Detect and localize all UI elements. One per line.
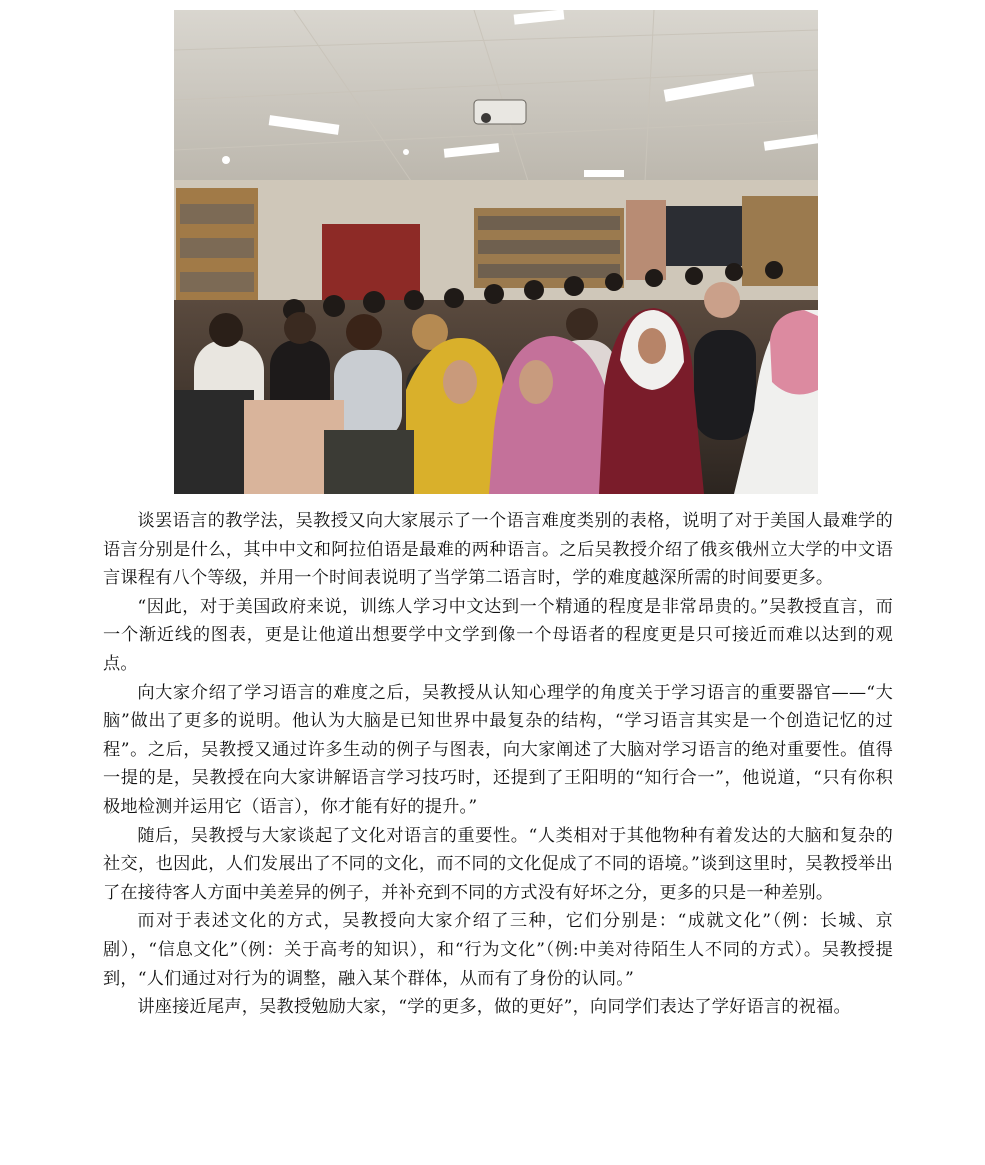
article-paragraph: 向大家介绍了学习语言的难度之后，吴教授从认知心理学的角度关于学习语言的重要器官——“大脑”做出了更多的说明。他认为大脑是已知世界中最复杂的结构，“学习语言其实是一个创造记忆的过程”。之后，吴教授又通过许多生动的例子与图表，向大家阐述了大脑对学习语言的绝对重要性。值得一提的是，吴教授在向大家讲解语言学习技巧时，还提到了王阳明的“知行合一”，他说道，“只有你积极地检测并运用它（语言），你才能有好的提升。” bbox=[103, 682, 893, 817]
article-body bbox=[103, 507, 893, 1022]
article-paragraph: 随后，吴教授与大家谈起了文化对语言的重要性。“人类相对于其他物种有着发达的大脑和复杂的社交，也因此，人们发展出了不同的文化，而不同的文化促成了不同的语境。”谈到这里时，吴教授举出了在接待客人方面中美差异的例子，并补充到不同的方式没有好坏之分，更多的只是一种差别。 bbox=[103, 825, 893, 903]
article-paragraph: 讲座接近尾声，吴教授勉励大家，“学的更多，做的更好”，向同学们表达了学好语言的祝福。 bbox=[137, 997, 851, 1018]
article-paragraph: 谈罢语言的教学法，吴教授又向大家展示了一个语言难度类别的表格，说明了对于美国人最难学的语言分别是什么，其中中文和阿拉伯语是最难的两种语言。之后吴教授介绍了俄亥俄州立大学的中文语言课程有八个等级，并用一个时间表说明了当学第二语言时，学的难度越深所需的时间要更多。 bbox=[103, 511, 893, 589]
article-paragraph: “因此，对于美国政府来说，训练人学习中文达到一个精通的程度是非常昂贵的。”吴教授直言，而一个渐近线的图表，更是让他道出想要学中文学到像一个母语者的程度更是只可接近而难以达到的观点。 bbox=[103, 596, 893, 674]
lecture-audience-photo bbox=[174, 10, 818, 494]
article-paragraph: 而对于表述文化的方式，吴教授向大家介绍了三种，它们分别是：“成就文化”（例：长城、京剧），“信息文化”（例：关于高考的知识），和“行为文化”（例:中美对待陌生人不同的方式）。吴教授提到，“人们通过对行为的调整，融入某个群体，从而有了身份的认同。” bbox=[103, 911, 893, 989]
